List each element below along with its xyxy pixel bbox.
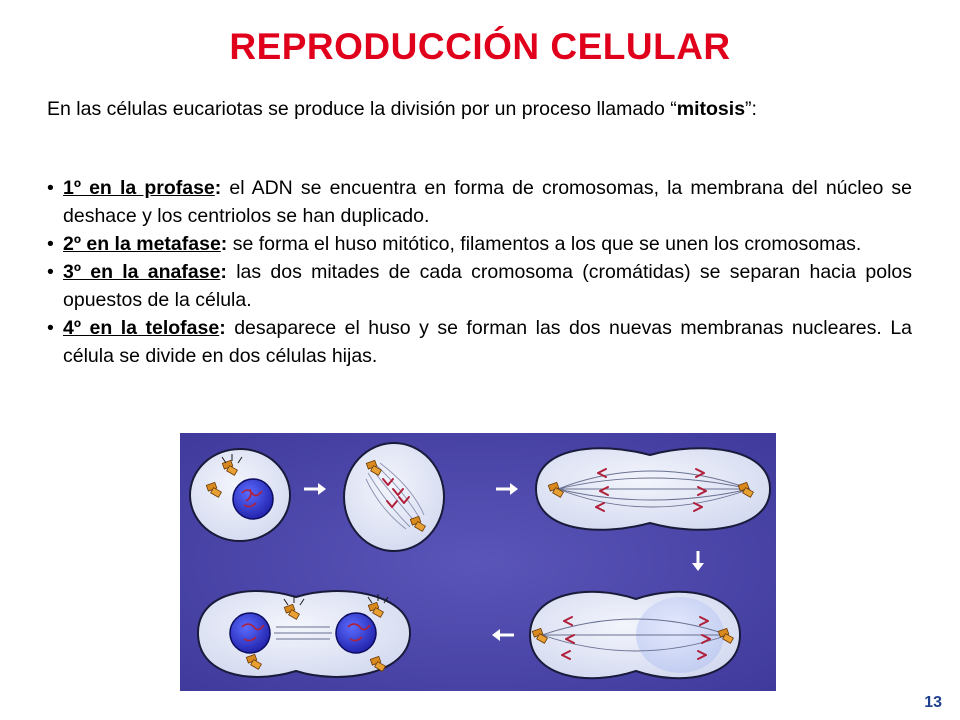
intro-keyword-mitosis: mitosis xyxy=(676,98,746,120)
step-text: desaparece el huso y se forman las dos nuevas membranas nucleares. La célula se divide en dos células hijas. xyxy=(63,317,913,367)
step-text: se forma el huso mitótico, filamentos a los que se unen los cromosomas. xyxy=(227,233,862,255)
intro-text-after: ”: xyxy=(745,98,757,120)
step-text: las dos mitades de cada cromosoma (cromátidas) se separan hacia polos opuestos de la célula. xyxy=(63,261,912,311)
cell-late-anaphase xyxy=(530,592,740,678)
bullet-icon: • xyxy=(47,177,54,199)
mitosis-steps-list xyxy=(47,174,912,370)
step-anaphase xyxy=(47,258,912,314)
step-colon: : xyxy=(220,261,227,283)
step-colon: : xyxy=(219,317,226,339)
step-telophase xyxy=(47,314,912,370)
step-label: 3º en la anafase xyxy=(63,261,221,283)
cell-anaphase xyxy=(536,448,770,530)
intro-paragraph xyxy=(47,95,912,123)
step-label: 2º en la metafase xyxy=(63,233,221,255)
step-colon: : xyxy=(214,177,222,199)
bullet-icon: • xyxy=(47,233,54,255)
mitosis-diagram xyxy=(180,433,776,691)
step-prophase xyxy=(47,174,912,230)
intro-text-before: En las células eucariotas se produce la división por un proceso llamado “ xyxy=(47,98,677,120)
step-metaphase xyxy=(47,230,912,258)
page-title: REPRODUCCIÓN CELULAR xyxy=(229,26,731,67)
cell-telophase xyxy=(198,591,410,677)
step-colon: : xyxy=(220,233,228,255)
bullet-icon: • xyxy=(47,261,54,283)
page-number: 13 xyxy=(924,694,942,711)
bullet-icon: • xyxy=(47,317,54,339)
cell-metaphase xyxy=(344,443,444,551)
cell-prophase xyxy=(190,449,290,541)
step-label: 4º en la telofase xyxy=(63,317,220,339)
step-text: el ADN se encuentra en forma de cromosomas, la membrana del núcleo se deshace y los centriolos se han duplicado. xyxy=(63,177,912,227)
step-label: 1º en la profase xyxy=(63,177,215,199)
